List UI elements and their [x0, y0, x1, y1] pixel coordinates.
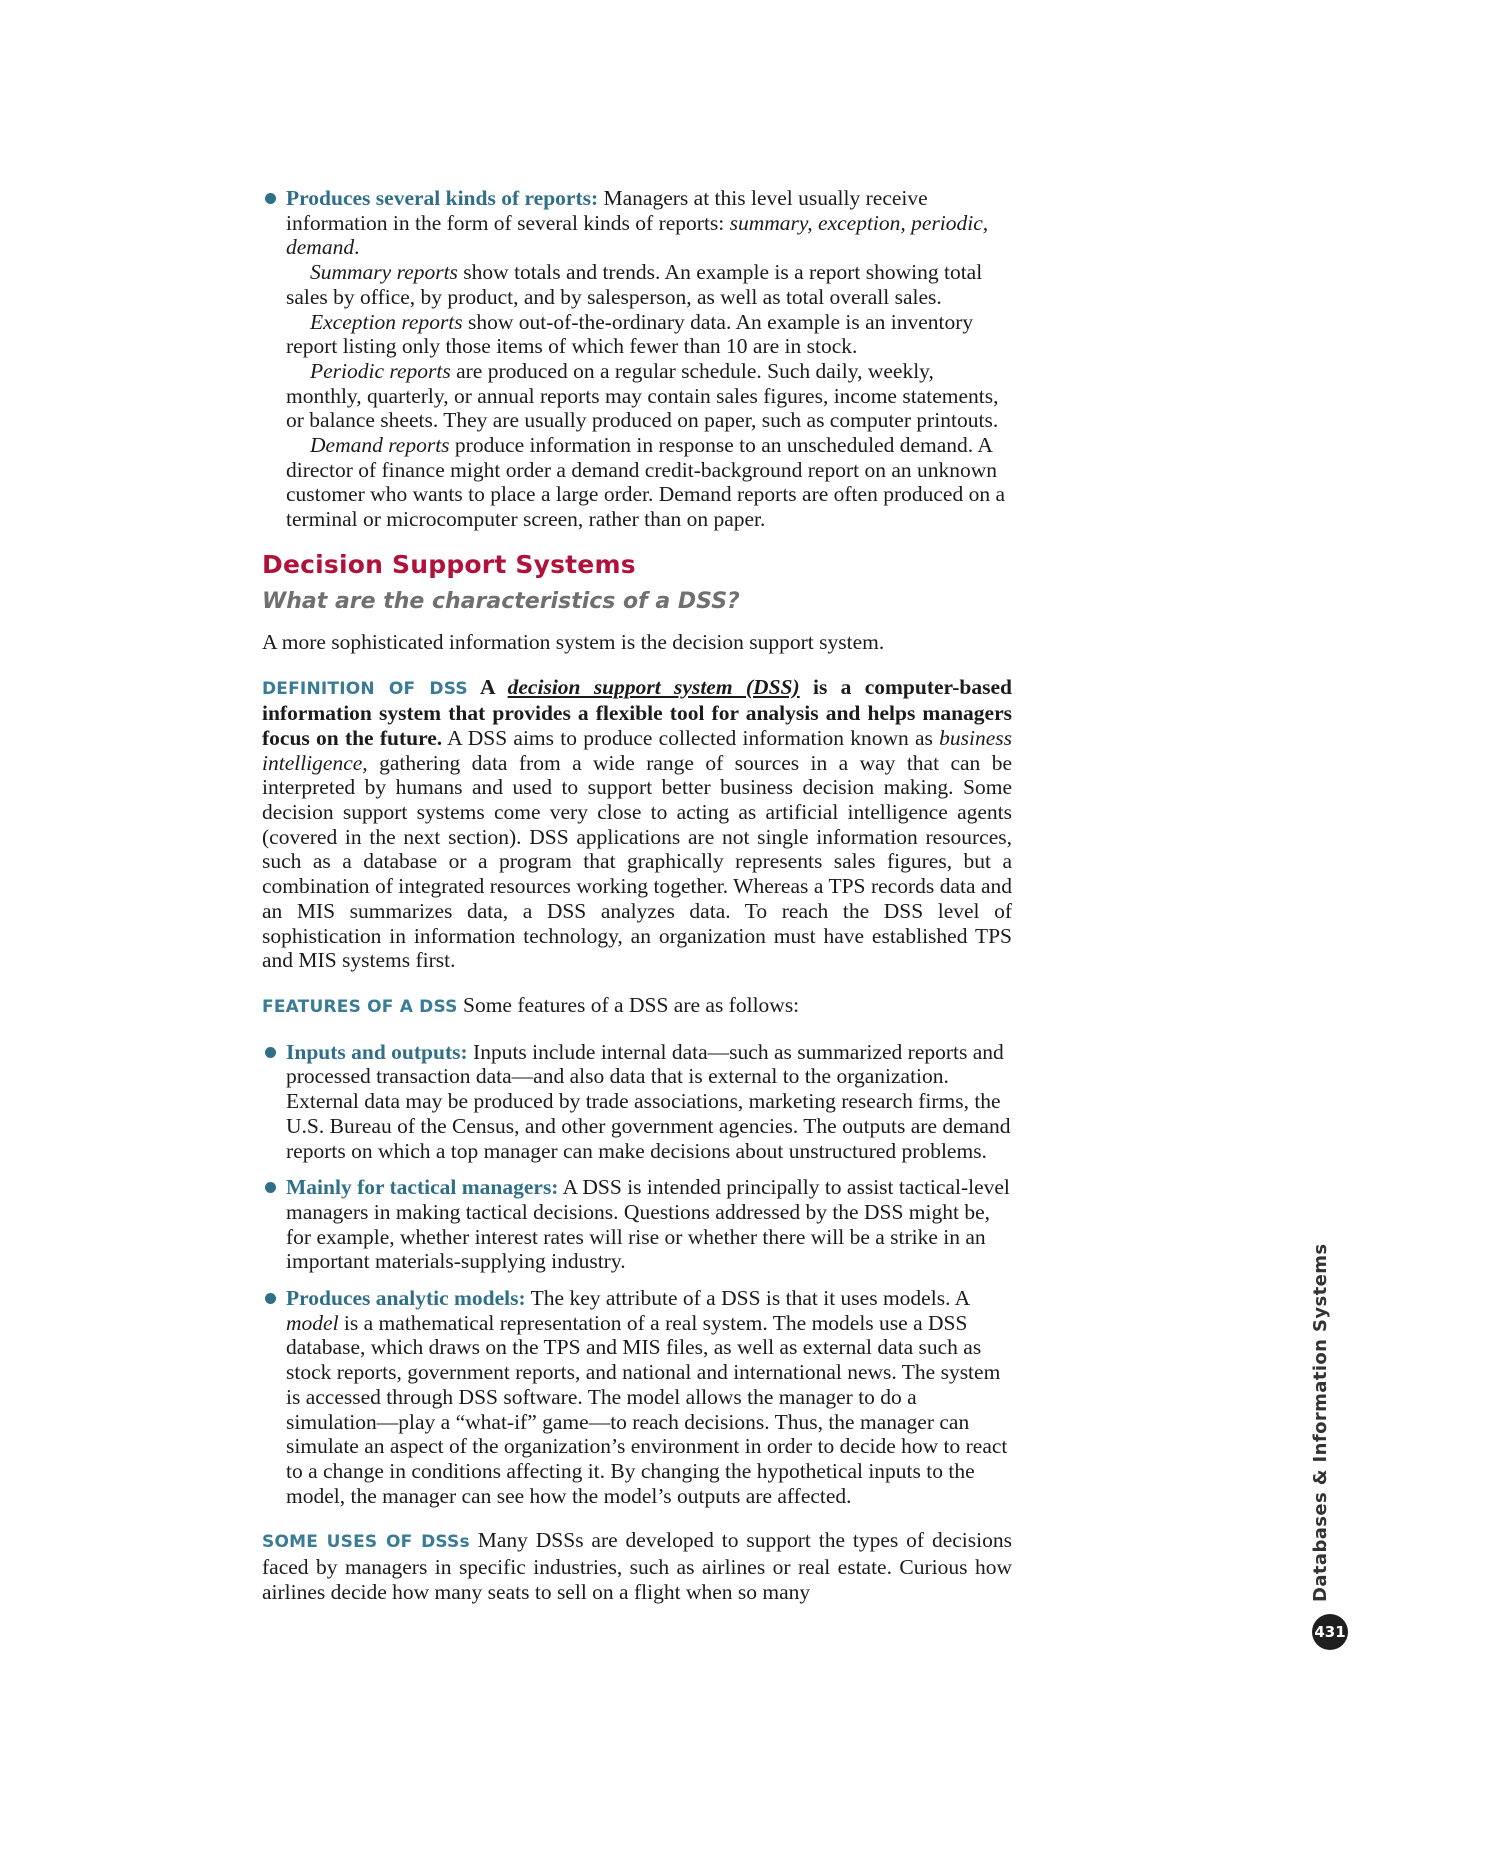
sub-text: show out-of-the-ordinary data. An example is an inventory report listing only those items of which fewer than 10 are in stock.: [286, 309, 974, 359]
definition-text: A DSS aims to produce collected information known as: [442, 725, 940, 750]
uses-paragraph: [262, 1528, 1012, 1604]
bullet-lead: Produces analytic models:: [286, 1286, 526, 1311]
bullet-icon: [265, 193, 276, 204]
exception-reports-paragraph: [286, 310, 1012, 359]
bullet-icon: [265, 1182, 276, 1193]
sub-term: Demand reports: [310, 433, 450, 458]
sub-text: produce information in response to an unscheduled demand. A director of finance might order a demand credit-background report on an unknown customer who wants to place a large order. Demand reports are often produced on a terminal or microcomputer screen, rather than on paper.: [286, 433, 1005, 532]
bullet-text: Inputs include internal data—such as summarized reports and processed transaction data—and also data that is external to the organization. External data may be produced by trade associations, marketing research firms, the U.S. Bureau of the Census, and other government agencies. The outputs are demand reports on which a top manager can make decisions about unstructured problems.: [286, 1039, 1011, 1163]
reports-bullet-list: [262, 186, 1012, 532]
sidebar-section-label: Databases & Information Systems: [1310, 1243, 1331, 1602]
bullet-icon: [265, 1293, 276, 1304]
definition-bold: is a computer-based information system that provides a flexible tool for analysis and helps managers focus on the future.: [262, 674, 1013, 750]
bullet-emphasis: model: [286, 1310, 339, 1335]
uses-text: Many DSSs are developed to support the types of decisions faced by managers in specific industries, such as airlines or real estate. Curious how airlines decide how many seats to sell on a flight when so many: [262, 1528, 1012, 1604]
features-paragraph: [262, 993, 1012, 1020]
runin-heading: DEFINITION OF DSS: [262, 678, 468, 699]
sub-term: Summary reports: [310, 260, 458, 285]
page-number-badge: 431: [1312, 1614, 1348, 1650]
features-text: Some features of a DSS are as follows:: [457, 992, 800, 1017]
bullet-lead: Mainly for tactical managers:: [286, 1175, 559, 1200]
bullet-emphasis: summary, exception, periodic, demand: [286, 210, 989, 260]
summary-reports-paragraph: [286, 260, 1012, 309]
bullet-text: is a mathematical representation of a real system. The models use a DSS database, which draws on the TPS and MIS files, as well as external data such as stock reports, government reports, and national and international news. The system is accessed through DSS software. The model allows the manager to do a simulation—play a “what-if” game—to reach decisions. Thus, the manager can simulate an aspect of the organization’s environment in order to decide how to react to a change in conditions affecting it. By changing the hypothetical inputs to the model, the manager can see how the model’s outputs are affected.: [286, 1310, 1008, 1508]
bullet-text: Managers at this level usually receive information in the form of several kinds of reports:: [286, 186, 928, 235]
sub-term: Exception reports: [310, 309, 463, 334]
key-term: decision support system (DSS): [507, 674, 800, 699]
sub-term: Periodic reports: [310, 358, 451, 383]
bullet-paragraph: [286, 186, 1012, 260]
runin-heading: SOME USES OF DSSs: [262, 1532, 470, 1553]
bullet-text: A DSS is intended principally to assist tactical-level managers in making tactical decisions. Questions addressed by the DSS might be, for example, whether interest rates will rise or whether there will be a strike in an important materials-supplying industry.: [286, 1175, 1010, 1274]
sub-text: are produced on a regular schedule. Such daily, weekly, monthly, quarterly, or annual reports may contain sales figures, income statements, or balance sheets. They are usually produced on paper, such as computer printouts.: [286, 358, 999, 433]
runin-heading: FEATURES OF A DSS: [262, 996, 458, 1017]
periodic-reports-paragraph: [286, 359, 1012, 433]
definition-text: gathering data from a wide range of sources in a way that can be interpreted by humans and used to support better business decision making. Some decision support systems come very close to acting as artificial intelligence agents (covered in the next section). DSS applications are not single information resources, such as a database or a program that graphically represents sales figures, but a combination of integrated resources working together. Whereas a TPS records data and an MIS summarizes data, a DSS analyzes data. To reach the DSS level of sophistication in information technology, an organization must have established TPS and MIS systems first.: [262, 750, 1012, 973]
bullet-lead: Inputs and outputs:: [286, 1039, 468, 1064]
bullet-text-end: .: [354, 235, 360, 260]
section-heading: Decision Support Systems: [262, 549, 636, 579]
list-item: [262, 1286, 1012, 1508]
bullet-icon: [265, 1047, 276, 1058]
list-item: [262, 186, 1012, 532]
section-question: What are the characteristics of a DSS?: [262, 588, 740, 614]
demand-reports-paragraph: [286, 433, 1012, 532]
intro-paragraph: A more sophisticated information system is the decision support system.: [262, 629, 885, 654]
bullet-text: The key attribute of a DSS is that it uses models. A: [525, 1286, 969, 1311]
definition-bold: A: [467, 674, 508, 699]
features-bullet-list: [262, 1040, 1012, 1509]
sub-text: show totals and trends. An example is a report showing total sales by office, by product, and by salesperson, as well as total overall sales.: [286, 260, 983, 309]
definition-paragraph: [262, 675, 1012, 973]
list-item: [262, 1175, 1012, 1274]
bullet-lead: Produces several kinds of reports:: [286, 186, 599, 210]
page-body: [262, 186, 1012, 1604]
definition-emphasis: business intelligence,: [262, 725, 1013, 775]
list-item: [262, 1040, 1012, 1164]
